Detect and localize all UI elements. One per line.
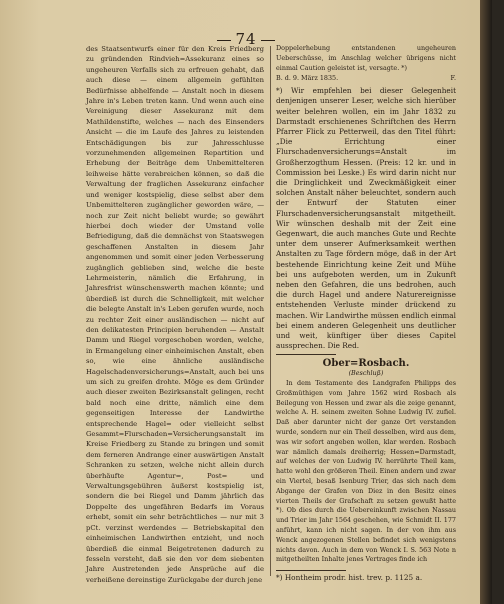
editor-note (276, 86, 456, 351)
left-column-text: des Staatsentwurfs einer für den Kreis Friedberg zu gründenden Rindvieh=Assekuranz eines so ungeheuren Verfalls sich zu erfreuen gehabt, daß auch diese — einem allgemein gefühlten Bedürfnisse abhelfende — Anstalt noch in diesem Jahre in's Leben treten kann. Und wenn auch eine Vereinigung dieser Assekuranz mit dem Mathildenstifte, welches — nach des Einsenders Ansicht — die im Laufe des Jahres zu leistenden Entschädigungen bis zur Jahresschlusse vorzunehmenden allgemeinen Repartition und Erhebung der Beiträge dem Unbemittelteren leihweise hätte verabreichen können, so daß die Verwaltung der fraglichen Assekuranz einfacher und weniger kostspielig, diese selbst aber dem Unbemittelteren zugänglicher geworden wäre, — noch zur Zeit nicht beliebt wurde; so gewährt hierbei doch wieder der Umstand volle Befriedigung, daß die demnächst von Staatswegen geschaffenen Anstalten in diesem Jahr angenommen und somit einer jeden Verbesserung zugänglich geblieben sind, welche die beste Lehrmeisterin, nämlich die Erfahrung, in Jahresfrist wünschenswerth machen könnte; und überdieß ist durch die Schnelligkeit, mit welcher die belegte Anstalt in's Leben gerufen wurde, noch zu rechter Zeit einer ausländischen — nicht auf den delikatesten Principien beruhenden — Anstalt Damm und Riegel vorgeschoben worden, welche, in Ermangelung einer einheimischen Anstalt, eben so, wie eine ähnliche ausländische Hagelschadenversicherungs=Anstalt, auch bei uns um sich zu greifen drohte. Möge es dem Gründer auch dieser zweiten Bezirksanstalt gelingen, recht bald noch eine dritte, nämlich eine dem gegenseitigen Interesse der Landwirthe entsprechende Hagel= oder vielleicht selbst Gesammt=Flurschaden=Versicherungsanstalt im Kreise Friedberg zu Stande zu bringen und somit dem ferneren Andrange einer auswärtigen Anstalt Schranken zu setzen, welche nicht allein durch überhäufte Agentur=, Post= und Verwaltungsgebühren äußerst kostspielig ist, sondern die bei Riegel und Damm jährlich das Doppelte des ungefähren Bedarfs im Voraus erhebt, somit ein sehr beträchtliches — nur mit 3 pCt. verzinst werdendes — Betriebskapital den einheimischen Landwirthen entzieht, und noch überdieß die einmal Beigetretenen dadurch zu fesseln versteht, daß sie den vor dem siebenten Jahre Austretenden jede Ansprüche auf die verheißene dereinstige Zurückgabe der durch jene (86, 45, 264, 584)
section-subtitle: (Beschluß) (348, 369, 384, 378)
section-title: Ober=Rosbach. (322, 358, 410, 370)
page-number-dash-left (217, 40, 231, 41)
right-top-text: Doppelerhebung entstandenen ungeheuren Ueberschüsse, im Anschlag welcher übrigens nicht einmal Caution geleistet ist, versagte. *) (276, 44, 456, 72)
section-rule (276, 354, 336, 355)
page-number-dash-right (261, 40, 275, 41)
dateline-mark: F. (450, 74, 456, 83)
section-body: In dem Testamente des Landgrafen Philipps des Großmüthigen vom Jahre 1562 wird Rosbach als Beilegung von Hessen und zwar als die zeige genannt, welche A. H. seinem zweiten Sohne Ludwig IV. zufiel. Daß aber darunter nicht der ganze Ort verstanden wurde, sondern nur ein Theil desselben, wird aus dem, was wir sofort angeben wollen, klar werden. Rosbach war nämlich damals dreiherrig; Hessen=Darmstadt, auf welches der von Ludwig IV. herrührte Theil kam, hatte wohl den größeren Theil. Einen andern und zwar ein Viertel, besaß Isenburg Trier, das sich nach dem Abgange der Grafen von Diez in den Besitz eines vierten Theils der Grafschaft zu setzen gewußt hatte *). Ob dies durch die Uebereinkunft zwischen Nassau und Trier im Jahr 1564 geschehen, wie Schmidt II. 177 anführt, kann ich nicht sagen. In der von ihm aus Wenck angezogenen Stellen befindet sich wenigstens nichts davon. Auch in dem von Wenck I. S. 563 Note n mitgetheilten Inhalte jenes Vertrages finde ich (276, 379, 456, 564)
page-number-text: 74 (235, 30, 257, 48)
page-edge-shadow (480, 0, 492, 604)
editor-note-signature: Die Red. (327, 341, 360, 351)
left-column (86, 44, 264, 585)
footnote: *) Hontheim prodr. hist. trev. p. 1125 a. (276, 573, 423, 583)
footnote-rule (276, 570, 346, 571)
editor-note-text: *) Wir empfehlen bei dieser Gelegenheit denjenigen unserer Leser, welche sich hierüber weiter belehren wollen, ein im Jahr 1832 zu Darmstadt erschienenes Schriftchen des Herrn Pfarrer Flick zu Petterweil, das den Titel führt: „Die Errichtung einer Flurschadenversicherungs=Anstalt im Großherzogthum Hessen. (Preis: 12 kr. und in Commission bei Leske.) Es wird darin nicht nur die Dringlichkeit und Zweckmäßigkeit einer solchen Anstalt näher beleuchtet, sondern auch der Entwurf der Statuten einer Flurschadenversicherungsanstalt mitgetheilt. Wir wünschen deshalb mit der Zeit eine Gegenwart, die auch manches Gute und Rechte unter dem unserer Aufmerksamkeit werthen Anstalten zu Tage fördern möge, daß in der Art bestehende Einrichtung keine Zeit und Mühe bei uns aufgeboten werden, um in Zukunft neben den Gefahren, die uns bedrohen, auch die durch Hagel und andere Naturereignisse entstehenden Verluste minder drückend zu machen. Wir Landwirthe müssen endlich einmal bei einem anderen Gelegenheit uns deutlicher und weit, künftiger über dieses Capitel aussprechen. (276, 86, 456, 351)
dateline (276, 74, 456, 84)
right-column (276, 44, 456, 583)
dateline-text: B. d. 9. März 1835. (276, 74, 339, 83)
column-divider (270, 46, 271, 576)
